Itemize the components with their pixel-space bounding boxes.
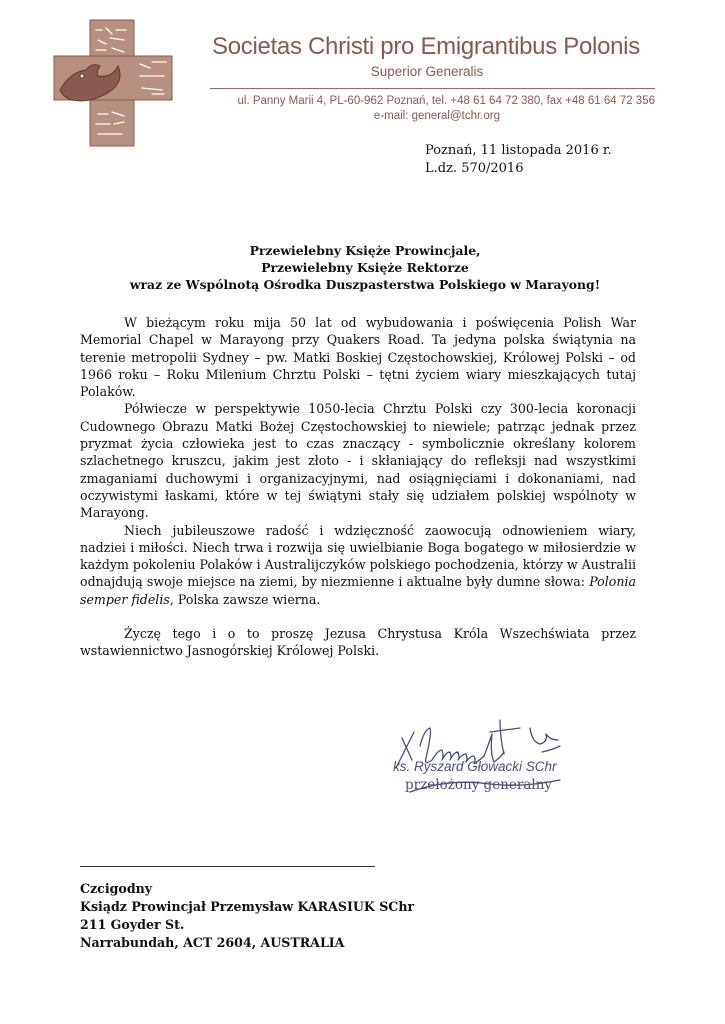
paragraph-3-text: Niech jubileuszowe radość i wdzięczność zaowocują odnowieniem wiary, nadziei i miłości. Niech trwa i rozwija się uwielbianie Boga bogatego w miłosierdzie w każdym pokoleniu Polaków i Australijczyków polskiego pochodzenia, którzy w Australii odnajdują swoje miejsce na ziemi, by niezmienne i aktualne były dumne słowa: xyxy=(80,522,636,590)
organization-email: e-mail: general@tchr.org xyxy=(373,110,500,122)
place-date: Poznań, 11 listopada 2016 r. xyxy=(425,143,612,158)
organization-name: Societas Christi pro Emigrantibus Polonis xyxy=(212,33,640,60)
letter-meta xyxy=(425,142,612,178)
reference-number: L.dz. 570/2016 xyxy=(425,161,524,176)
letterhead-divider xyxy=(210,88,655,89)
signatory-name: ks. Ryszard Głowacki SChr xyxy=(393,759,557,774)
signatory-role: przełożony generalny xyxy=(405,777,553,793)
paragraph-1: W bieżącym roku mija 50 lat od wybudowania i poświęcenia Polish War Memorial Chapel w Marayong przy Quakers Road. Ta jedyna polska świątynia na terenie metropolii Sydney – pw. Matki Boskiej Częstochowskiej, Królowej Polski – od 1966 roku – Roku Milenium Chrztu Polski – tętni życiem wiary mieszkających tutaj Polaków. xyxy=(80,315,636,400)
recipient-line-2: Ksiądz Prowincjał Przemysław KARASIUK SChr xyxy=(80,899,415,914)
recipient-line-3: 211 Goyder St. xyxy=(80,917,185,932)
letter-body xyxy=(80,314,636,660)
recipient-divider xyxy=(80,866,375,867)
organization-address: ul. Panny Marii 4, PL-60-962 Poznań, tel. +48 61 64 72 380, fax +48 61 64 72 356 xyxy=(237,95,655,107)
salutation-line-2: Przewielebny Księże Rektorze xyxy=(261,260,469,275)
recipient-line-1: Czcigodny xyxy=(80,881,153,896)
recipient-line-4: Narrabundah, ACT 2604, AUSTRALIA xyxy=(80,935,345,950)
salutation xyxy=(80,242,650,293)
paragraph-3-ending: , Polska zawsze wierna. xyxy=(169,591,321,607)
paragraph-4: Życzę tego i o to proszę Jezusa Chrystusa Króla Wszechświata przez wstawiennictwo Jasnogórskiej Królowej Polski. xyxy=(80,626,636,659)
paragraph-3 xyxy=(80,522,636,608)
latin-motto: Polonia semper fidelis xyxy=(80,574,636,607)
paragraph-2: Półwiecze w perspektywie 1050-lecia Chrztu Polski czy 300-lecia koronacji Cudownego Obrazu Matki Bożej Częstochowskiej to niewiele; patrząc jednak przez pryzmat życia człowieka jest to czas znaczący - symbolicznie określany kolorem szlachetnego kruszcu, jakim jest złoto - i skłaniający do refleksji nad wszystkimi zmaganiami duchowymi i organizacyjnymi, nad osiągnięciami i dokonaniami, nad oczywistymi łaskami, które w tej świątyni stały się udziałem polskiej wspólnoty w Marayong. xyxy=(80,401,636,521)
salutation-line-1: Przewielebny Księże Prowincjale, xyxy=(249,243,481,258)
organization-office: Superior Generalis xyxy=(370,64,484,79)
logo-emblem xyxy=(52,18,200,148)
salutation-line-3: wraz ze Wspólnotą Ośrodka Duszpasterstwa Polskiego w Marayong! xyxy=(129,277,601,292)
recipient-address xyxy=(80,880,414,952)
